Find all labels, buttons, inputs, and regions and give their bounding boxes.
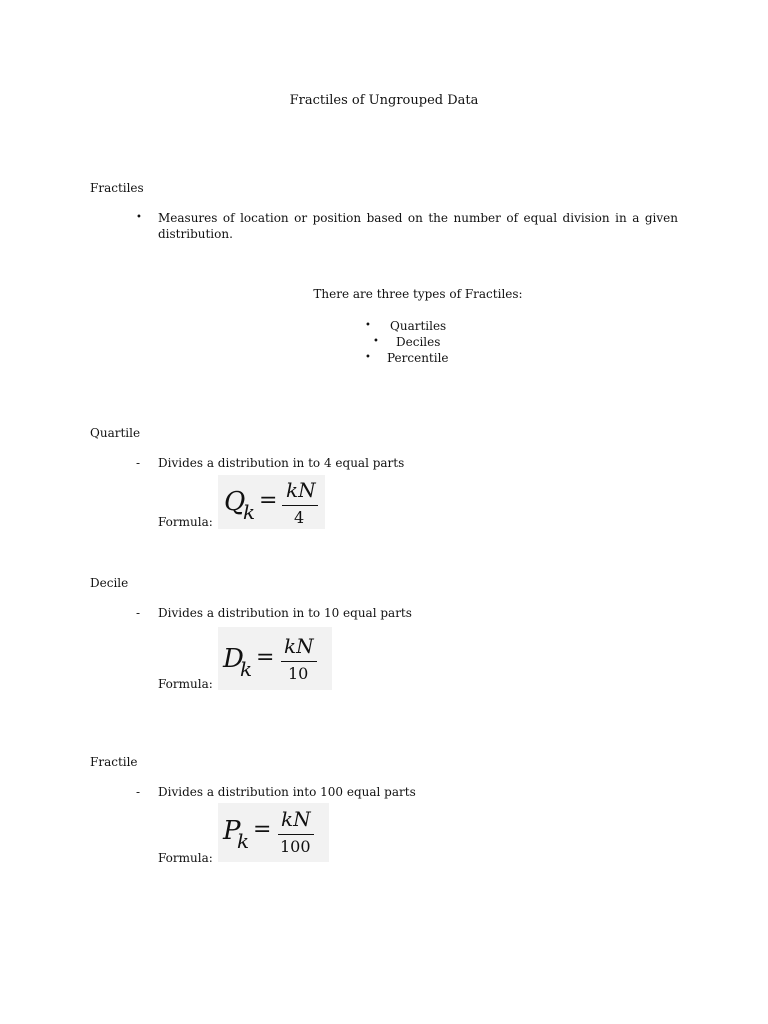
formula-variable: Q	[224, 487, 246, 517]
fraction-bar	[282, 505, 318, 506]
dash-marker: -	[136, 785, 141, 799]
formula-subscript: k	[243, 500, 256, 524]
list-item	[360, 350, 480, 366]
document-title: Fractiles of Ungrouped Data	[289, 93, 479, 108]
type-label: Quartiles	[390, 319, 447, 333]
formula-equals: =	[259, 488, 278, 513]
fraction-bar	[278, 834, 314, 835]
formula-denominator: 10	[288, 664, 309, 683]
formula-denominator: 100	[280, 837, 311, 856]
type-label: Percentile	[387, 351, 449, 365]
dash-marker: -	[136, 606, 141, 620]
formula-label: Formula:	[158, 677, 213, 691]
quartile-heading: Quartile	[90, 426, 141, 440]
decile-heading: Decile	[90, 576, 129, 590]
bullet-icon: •	[373, 336, 379, 347]
fraction-bar	[281, 661, 317, 662]
formula-variable: P	[223, 816, 241, 846]
formula-numerator: kN	[286, 478, 316, 502]
dash-marker: -	[136, 456, 141, 470]
bullet-icon: •	[136, 212, 142, 223]
quartile-formula	[218, 475, 325, 529]
formula-denominator: 4	[294, 508, 305, 527]
fractile-description: Divides a distribution into 100 equal parts	[158, 785, 416, 799]
fractile-formula	[218, 803, 329, 862]
list-item	[360, 318, 480, 334]
formula-label: Formula:	[158, 515, 213, 529]
formula-subscript: k	[237, 829, 250, 853]
fractiles-heading: Fractiles	[90, 181, 144, 195]
list-item	[360, 334, 480, 350]
quartile-description: Divides a distribution in to 4 equal parts	[158, 456, 405, 470]
formula-subscript: k	[240, 657, 253, 681]
formula-label: Formula:	[158, 851, 213, 865]
decile-description: Divides a distribution in to 10 equal parts	[158, 606, 412, 620]
decile-formula	[218, 627, 332, 690]
formula-variable: D	[223, 644, 244, 674]
fractiles-definition: Measures of location or position based on the number of equal division in a given distribution.	[158, 211, 678, 241]
type-label: Deciles	[396, 335, 441, 349]
bullet-icon: •	[365, 320, 371, 331]
bullet-icon: •	[365, 352, 371, 363]
formula-numerator: kN	[284, 634, 314, 658]
formula-equals: =	[253, 817, 272, 842]
types-intro: There are three types of Fractiles:	[313, 287, 523, 301]
formula-numerator: kN	[281, 807, 311, 831]
types-list	[360, 318, 480, 366]
fractile-heading: Fractile	[90, 755, 138, 769]
formula-equals: =	[256, 645, 275, 670]
